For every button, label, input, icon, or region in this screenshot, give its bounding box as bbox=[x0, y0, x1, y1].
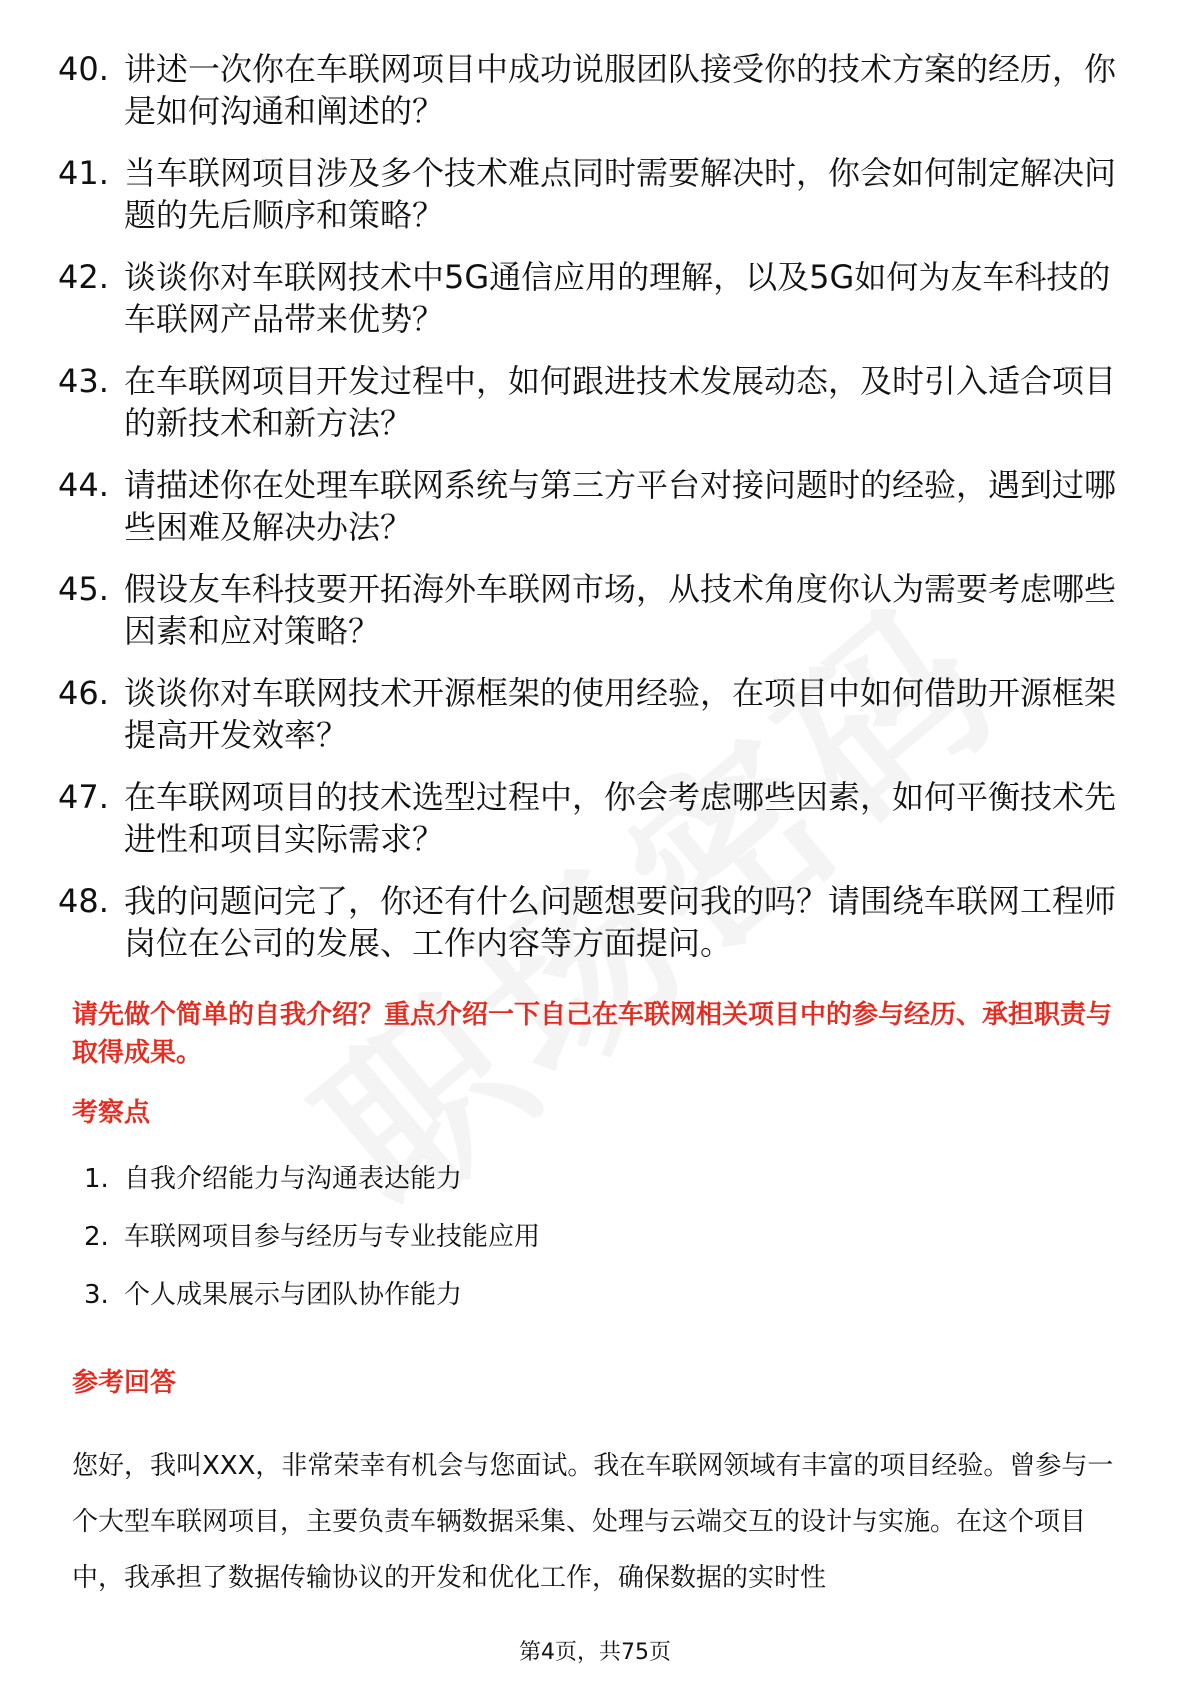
question-number: 46. bbox=[58, 674, 109, 712]
question-text: 我的问题问完了，你还有什么问题想要问我的吗？请围绕车联网工程师岗位在公司的发展、工作内容等方面提问。 bbox=[124, 882, 1117, 962]
question-text: 当车联网项目涉及多个技术难点同时需要解决时，你会如何制定解决问题的先后顺序和策略？ bbox=[124, 154, 1117, 234]
page-footer: 第4页，共75页 bbox=[519, 1640, 671, 1665]
question-list bbox=[58, 48, 1118, 984]
question-text: 谈谈你对车联网技术中5G通信应用的理解，以及5G如何为友车科技的车联网产品带来优势？ bbox=[124, 258, 1111, 338]
question-text: 谈谈你对车联网技术开源框架的使用经验，在项目中如何借助开源框架提高开发效率？ bbox=[124, 674, 1117, 754]
question-number: 40. bbox=[58, 50, 109, 88]
question-text: 在车联网项目开发过程中，如何跟进技术发展动态，及时引入适合项目的新技术和新方法？ bbox=[124, 362, 1117, 442]
point-number: 3. bbox=[84, 1280, 109, 1310]
question-number: 45. bbox=[58, 570, 109, 608]
question-item bbox=[58, 880, 1118, 964]
point-text: 车联网项目参与经历与专业技能应用 bbox=[124, 1222, 541, 1252]
question-item bbox=[58, 776, 1118, 860]
question-item bbox=[58, 360, 1118, 444]
question-text: 在车联网项目的技术选型过程中，你会考虑哪些因素，如何平衡技术先进性和项目实际需求？ bbox=[124, 778, 1117, 858]
answer-label: 参考回答 bbox=[72, 1368, 177, 1398]
question-text: 请描述你在处理车联网系统与第三方平台对接问题时的经验，遇到过哪些困难及解决办法？ bbox=[124, 466, 1117, 546]
point-item bbox=[84, 1162, 984, 1196]
question-item bbox=[58, 568, 1118, 652]
point-item bbox=[84, 1220, 984, 1254]
points-list bbox=[84, 1162, 984, 1336]
point-number: 1. bbox=[84, 1164, 109, 1194]
question-item bbox=[58, 672, 1118, 756]
question-number: 47. bbox=[58, 778, 109, 816]
answer-paragraph: 您好，我叫XXX，非常荣幸有机会与您面试。我在车联网领域有丰富的项目经验。曾参与一个大型车联网项目，主要负责车辆数据采集、处理与云端交互的设计与实施。在这个项目中，我承担了数据传输协议的开发和优化工作，确保数据的实时性 bbox=[72, 1451, 1114, 1593]
question-item bbox=[58, 464, 1118, 548]
question-number: 48. bbox=[58, 882, 109, 920]
question-number: 42. bbox=[58, 258, 109, 296]
question-number: 44. bbox=[58, 466, 109, 504]
question-item bbox=[58, 256, 1118, 340]
question-number: 41. bbox=[58, 154, 109, 192]
point-item bbox=[84, 1278, 984, 1312]
question-item bbox=[58, 152, 1118, 236]
points-label: 考察点 bbox=[72, 1098, 151, 1128]
point-number: 2. bbox=[84, 1222, 109, 1252]
highlight-question: 请先做个简单的自我介绍？重点介绍一下自己在车联网相关项目中的参与经历、承担职责与取得成果。 bbox=[72, 1000, 1113, 1068]
question-number: 43. bbox=[58, 362, 109, 400]
question-text: 假设友车科技要开拓海外车联网市场，从技术角度你认为需要考虑哪些因素和应对策略？ bbox=[124, 570, 1117, 650]
question-item bbox=[58, 48, 1118, 132]
point-text: 自我介绍能力与沟通表达能力 bbox=[124, 1164, 463, 1194]
question-text: 讲述一次你在车联网项目中成功说服团队接受你的技术方案的经历，你是如何沟通和阐述的？ bbox=[124, 50, 1117, 130]
point-text: 个人成果展示与团队协作能力 bbox=[124, 1280, 463, 1310]
